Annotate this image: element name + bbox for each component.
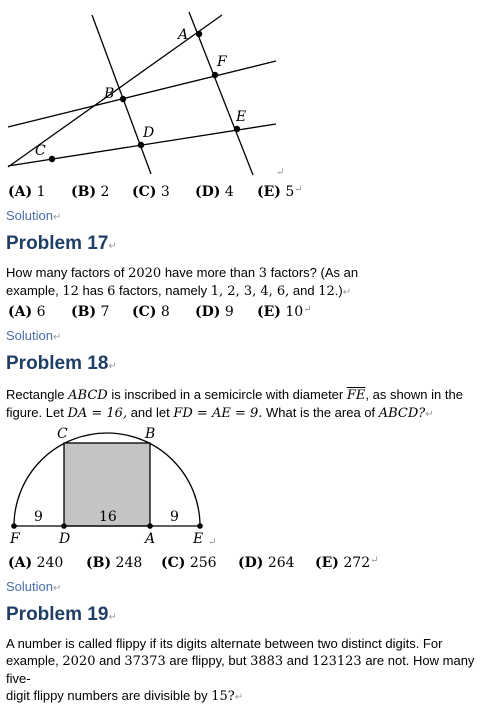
point-f: [212, 72, 218, 78]
return-mark: ↵: [276, 167, 285, 178]
label-b: B: [104, 86, 115, 102]
choice-b: (B) 7: [71, 304, 110, 320]
choice-b: (B) 2: [71, 184, 110, 200]
point-d: [61, 523, 67, 529]
lines-figure: [0, 0, 300, 180]
label-f: F: [217, 54, 227, 70]
return-mark: ↵: [208, 537, 217, 548]
label-e: E: [236, 109, 247, 125]
point-e: [197, 523, 203, 529]
len-ae: 9: [170, 509, 179, 525]
label-b: B: [145, 426, 156, 442]
choice-c: (C) 256: [161, 555, 217, 571]
choice-e: (E) 10 ↵: [257, 304, 312, 320]
problem-19-heading: Problem 19↵: [6, 604, 117, 625]
label-d: D: [59, 531, 71, 547]
choice-a: (A) 6: [8, 304, 46, 320]
problem-18-text: Rectangle ABCD is inscribed in a semicircle with diameter $\overline{FE}$, as shown in the figure. Let DA = 16, and let FD = AE = 9. What is the area of ABCD?↵: [6, 387, 463, 421]
label-a: A: [178, 27, 189, 43]
choice-e: (E) 5 ↵: [257, 184, 303, 200]
choice-d: (D) 9: [195, 304, 234, 320]
choice-a: (A) 1: [8, 184, 46, 200]
point-e: [234, 126, 240, 132]
label-c: C: [57, 426, 68, 442]
solution-link-18[interactable]: Solution↵: [6, 579, 62, 594]
choice-e: (E) 272 ↵: [315, 555, 379, 571]
choice-c: (C) 8: [132, 304, 170, 320]
problem-17-text: How many factors of 2020 have more than 3 factors? (As an example, 12 has 6 factors, namely 1, 2, 3, 4, 6, and 12.)↵: [6, 265, 359, 299]
problem-18-heading: Problem 18↵: [6, 353, 117, 374]
choice-d: (D) 4: [195, 184, 234, 200]
len-da: 16: [99, 509, 117, 525]
point-c: [49, 156, 55, 162]
choice-c: (C) 3: [132, 184, 170, 200]
label-f: F: [10, 531, 20, 547]
point-a: [196, 31, 202, 37]
label-a: A: [145, 531, 156, 547]
point-d: [138, 142, 144, 148]
solution-link-17[interactable]: Solution↵: [6, 328, 62, 343]
point-a: [147, 523, 153, 529]
label-d: D: [143, 125, 155, 141]
choice-a: (A) 240: [8, 555, 64, 571]
problem-17-heading: Problem 17↵: [6, 233, 117, 254]
label-c: C: [35, 143, 46, 159]
len-fd: 9: [34, 509, 43, 525]
point-b: [120, 96, 126, 102]
choice-d: (D) 264: [238, 555, 295, 571]
label-e: E: [193, 531, 204, 547]
solution-link-16[interactable]: Solution↵: [6, 208, 62, 223]
choice-b: (B) 248: [86, 555, 143, 571]
point-f: [11, 523, 17, 529]
problem-19-text: A number is called flippy if its digits alternate between two distinct digits. For example, 2020 and 37373 are flippy, but 3883 and 123123 are not. How many five- digit flippy numbers are divisible by 15?↵: [6, 636, 475, 704]
semicircle-figure: [0, 420, 230, 548]
